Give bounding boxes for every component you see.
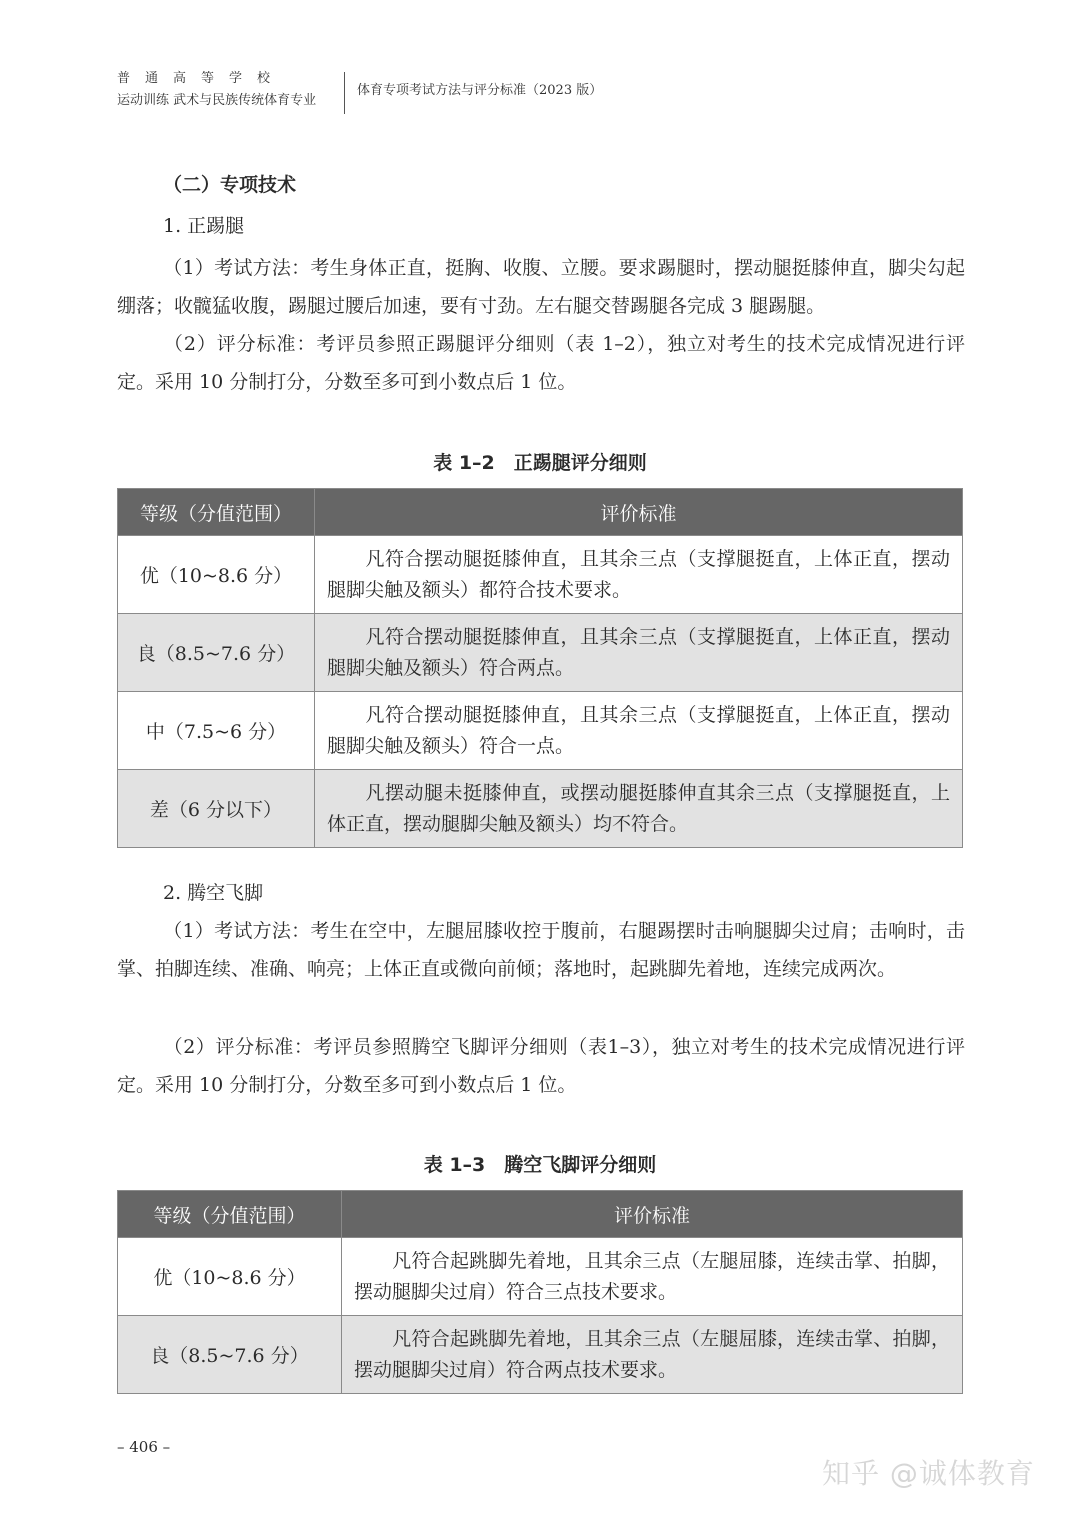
criteria-text: 凡符合摆动腿挺膝伸直，且其余三点（支撑腿挺直，上体正直，摆动腿脚尖触及额头）都符合技术要求。 — [327, 547, 950, 601]
table-row — [118, 1238, 963, 1316]
grade-level: 良（8.5~7.6 分） — [118, 614, 315, 692]
table-caption-1: 表 1–2 正踢腿评分细则 — [433, 452, 647, 474]
grade-level: 良（8.5~7.6 分） — [118, 1316, 342, 1394]
page-number: – 406 – — [117, 1438, 171, 1456]
column-header-criteria: 评价标准 — [342, 1191, 963, 1238]
grade-level: 优（10~8.6 分） — [118, 1238, 342, 1316]
criteria-text: 凡摆动腿未挺膝伸直，或摆动腿挺膝伸直其余三点（支撑腿挺直，上体正直，摆动腿脚尖触及额头）均不符合。 — [327, 781, 950, 835]
criteria-text: 凡符合摆动腿挺膝伸直，且其余三点（支撑腿挺直，上体正直，摆动腿脚尖触及额头）符合一点。 — [327, 703, 950, 757]
criteria-text: 凡符合起跳脚先着地，且其余三点（左腿屈膝，连续击掌、拍脚， 摆动腿脚尖过肩）符合三点技术要求。 — [354, 1249, 950, 1303]
grade-level: 中（7.5~6 分） — [118, 692, 315, 770]
item1-method: （1）考试方法：考生身体正直，挺胸、收腹、立腰。要求踢腿时，摆动腿挺膝伸直，脚尖勾起绷落；收髋猛收腹，踢腿过腰后加速，要有寸劲。左右腿交替踢腿各完成 3 腿踢腿。 — [117, 257, 965, 317]
table-row — [118, 692, 963, 770]
header-major: 运动训练 武术与民族传统体育专业 — [117, 93, 317, 108]
grade-criteria — [315, 770, 963, 848]
table-row — [118, 1316, 963, 1394]
item2-scoring: （2）评分标准：考评员参照腾空飞脚评分细则（表1–3），独立对考生的技术完成情况进行评定。采用 10 分制打分，分数至多可到小数点后 1 位。 — [117, 1036, 965, 1096]
criteria-text: 凡符合摆动腿挺膝伸直，且其余三点（支撑腿挺直，上体正直，摆动腿脚尖触及额头）符合两点。 — [327, 625, 950, 679]
table-header-row — [118, 1191, 963, 1238]
table-row — [118, 536, 963, 614]
column-header-level: 等级（分值范围） — [118, 1191, 342, 1238]
grade-criteria — [315, 536, 963, 614]
watermark: 知乎 @诚体教育 — [822, 1457, 1035, 1490]
grade-criteria — [315, 692, 963, 770]
criteria-text: 凡符合起跳脚先着地，且其余三点（左腿屈膝，连续击掌、拍脚， 摆动腿脚尖过肩）符合两点技术要求。 — [354, 1327, 950, 1381]
grade-criteria — [342, 1316, 963, 1394]
grade-criteria — [342, 1238, 963, 1316]
table-caption-2: 表 1–3 腾空飞脚评分细则 — [423, 1154, 657, 1176]
running-header — [117, 68, 717, 118]
grade-level: 差（6 分以下） — [118, 770, 315, 848]
item-title-2: 2. 腾空飞脚 — [163, 882, 264, 904]
paragraph — [117, 1028, 965, 1104]
paragraph — [117, 249, 965, 325]
paragraph — [117, 325, 965, 401]
column-header-criteria: 评价标准 — [315, 489, 963, 536]
table-row — [118, 614, 963, 692]
item-title-1: 1. 正踢腿 — [163, 215, 245, 237]
header-school: 普通高等学校 — [117, 71, 286, 86]
header-book-title: 体育专项考试方法与评分标准（2023 版） — [357, 83, 603, 98]
paragraph — [117, 912, 965, 988]
column-header-level: 等级（分值范围） — [118, 489, 315, 536]
table-header-row — [118, 489, 963, 536]
item1-scoring: （2）评分标准：考评员参照正踢腿评分细则（表 1–2），独立对考生的技术完成情况进行评定。采用 10 分制打分，分数至多可到小数点后 1 位。 — [117, 333, 965, 393]
section-title: （二）专项技术 — [163, 174, 297, 196]
grade-level: 优（10~8.6 分） — [118, 536, 315, 614]
grade-criteria — [315, 614, 963, 692]
table-row — [118, 770, 963, 848]
header-left — [117, 68, 332, 112]
score-table-1 — [117, 488, 963, 848]
score-table-2 — [117, 1190, 963, 1394]
header-divider — [344, 72, 345, 114]
item2-method: （1）考试方法：考生在空中，左腿屈膝收控于腹前，右腿踢摆时击响腿脚尖过肩；击响时，击掌、拍脚连续、准确、响亮；上体正直或微向前倾；落地时，起跳脚先着地，连续完成两次。 — [117, 920, 965, 980]
